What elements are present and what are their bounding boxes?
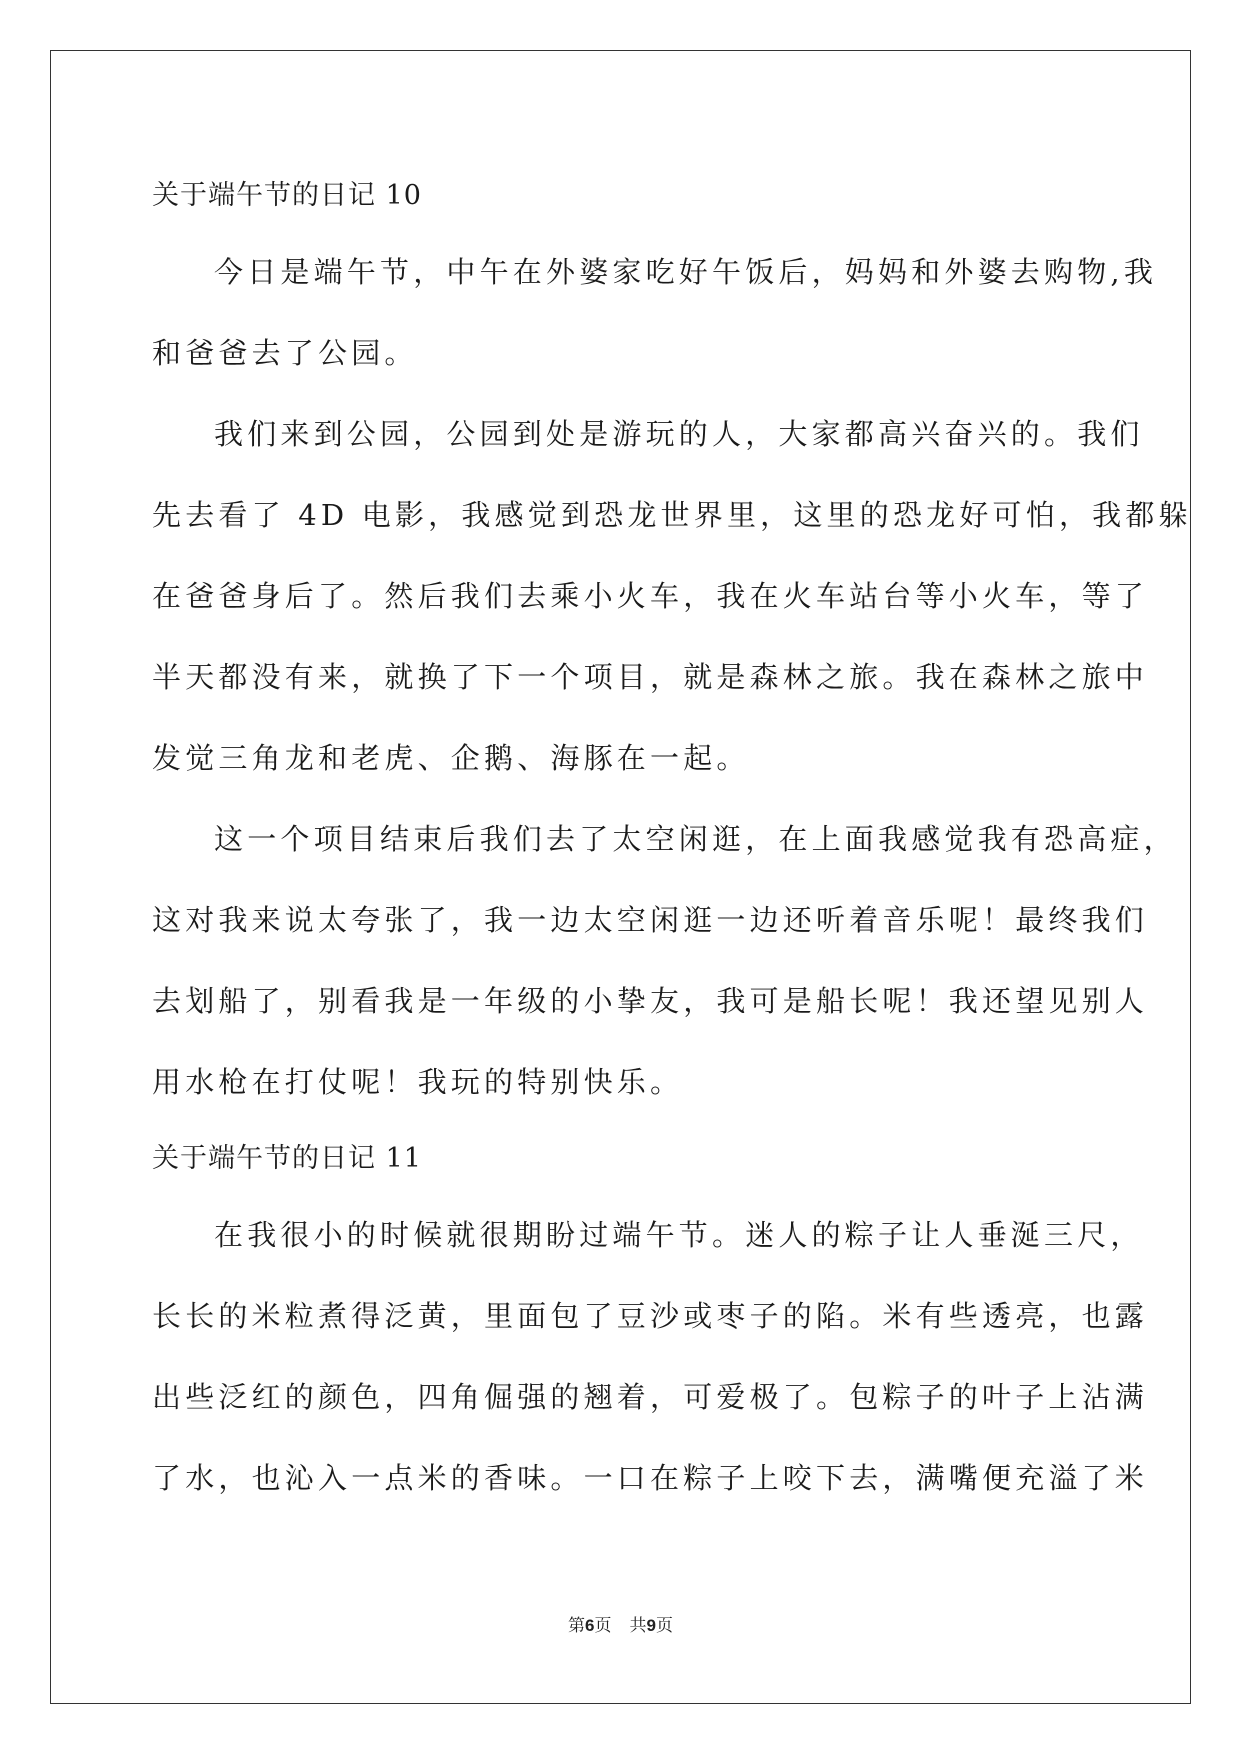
page-footer [0,1611,1241,1636]
text-line: 在爸爸身后了。然后我们去乘小火车，我在火车站台等小火车，等了 [152,579,1149,613]
page-suffix: 页 [594,1616,612,1636]
page-prefix: 第 [568,1616,586,1636]
text-line: 发觉三角龙和老虎、企鹅、海豚在一起。 [152,741,750,775]
document-body [152,160,1192,1519]
text-line: 这一个项目结束后我们去了太空闲逛，在上面我感觉我有恐高症， [214,822,1177,856]
text-line: 出些泛红的颜色，四角倔强的翘着，可爱极了。包粽子的叶子上沾满 [152,1380,1149,1414]
paragraph [152,394,1192,799]
text-line: 这对我来说太夸张了，我一边太空闲逛一边还听着音乐呢！最终我们 [152,903,1149,937]
text-line: 在我很小的时候就很期盼过端午节。迷人的粽子让人垂涎三尺， [214,1218,1144,1252]
section-title: 关于端午节的日记 11 [152,1143,422,1174]
text-line: 今日是端午节，中午在外婆家吃好午饭后，妈妈和外婆去购物,我 [214,255,1158,289]
text-line: 半天都没有来，就换了下一个项目，就是森林之旅。我在森林之旅中 [152,660,1149,694]
total-prefix: 共 [629,1616,647,1636]
text-line: 长长的米粒煮得泛黄，里面包了豆沙或枣子的陷。米有些透亮，也露 [152,1299,1149,1333]
current-page-number: 6 [585,1616,595,1635]
section-title: 关于端午节的日记 10 [152,180,422,211]
total-suffix: 页 [655,1616,673,1636]
text-line: 我们来到公园，公园到处是游玩的人，大家都高兴奋兴的。我们 [214,417,1144,451]
paragraph [152,799,1177,1123]
text-line: 和爸爸去了公园。 [152,336,418,370]
text-line: 先去看了 4D 电影，我感觉到恐龙世界里，这里的恐龙好可怕，我都躲 [152,498,1192,532]
text-line: 用水枪在打仗呢！我玩的特别快乐。 [152,1065,684,1099]
paragraph [152,232,1158,394]
total-pages-number: 9 [646,1616,656,1635]
text-line: 了水，也沁入一点米的香味。一口在粽子上咬下去，满嘴便充溢了米 [152,1461,1149,1495]
paragraph [152,1195,1149,1519]
text-line: 去划船了，别看我是一年级的小挚友，我可是船长呢！我还望见别人 [152,984,1149,1018]
